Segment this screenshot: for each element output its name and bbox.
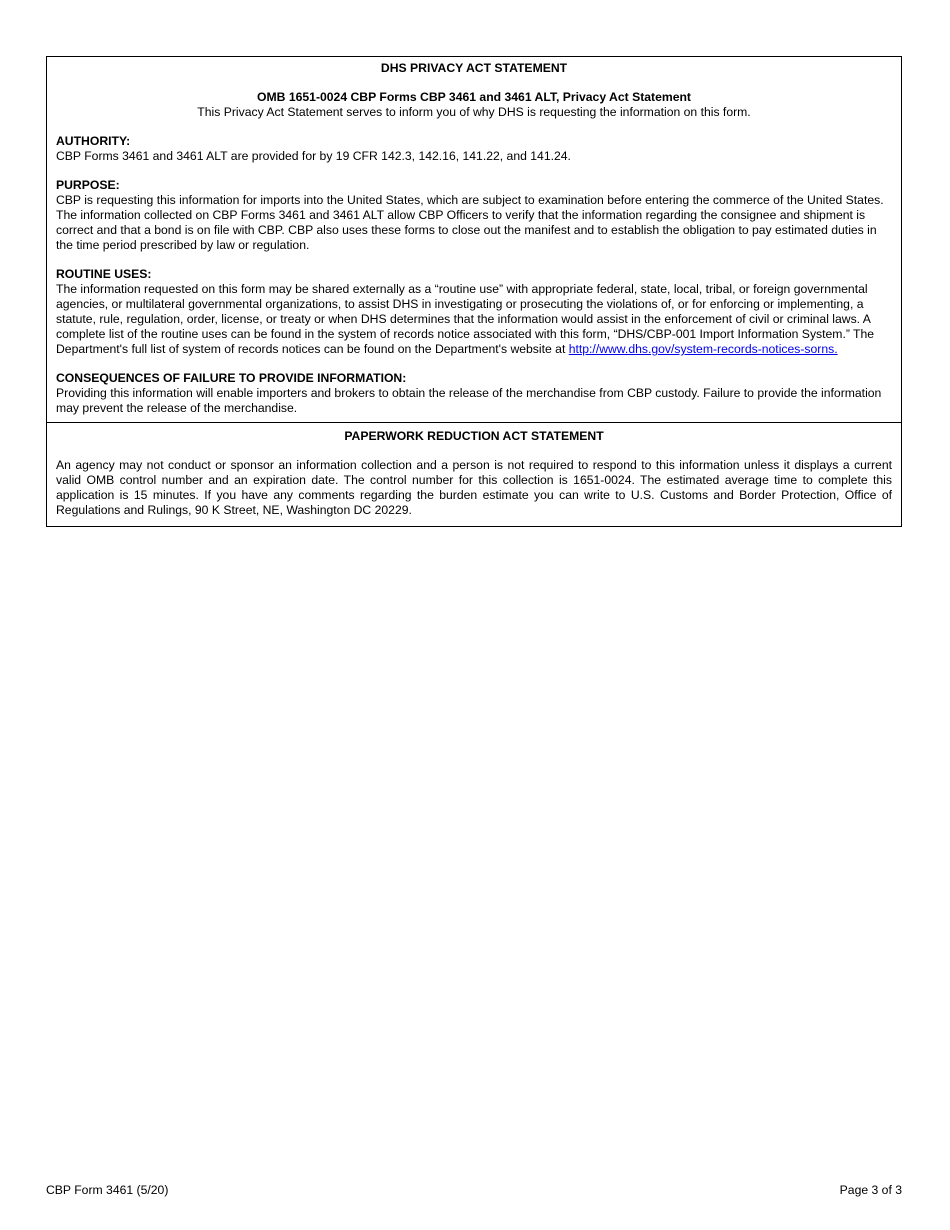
form-statement-box — [46, 56, 902, 527]
routine-uses-heading: ROUTINE USES: — [56, 267, 152, 281]
purpose-heading: PURPOSE: — [56, 178, 120, 192]
privacy-intro: This Privacy Act Statement serves to inform you of why DHS is requesting the information on this form. — [197, 105, 751, 119]
authority-heading: AUTHORITY: — [56, 134, 131, 148]
authority-text: CBP Forms 3461 and 3461 ALT are provided for by 19 CFR 142.3, 142.16, 141.22, and 141.24. — [56, 149, 571, 163]
purpose-text: CBP is requesting this information for imports into the United States, which are subject to examination before entering the commerce of the United States. The information collected on CBP Forms 3461 and 3461 ALT allow CBP Officers to verify that the information regarding the consignee and shipment is correct and that a bond is on file with CBP. CBP also uses these forms to close out the manifest and to establish the obligation to pay estimated duties in the time period prescribed by law or regulation. — [56, 193, 884, 252]
page-number-footer: Page 3 of 3 — [839, 1183, 902, 1197]
consequences-text: Providing this information will enable importers and brokers to obtain the release of the merchandise from CBP custody. Failure to provide the information may prevent the release of the merchandise. — [56, 386, 882, 415]
paperwork-text: An agency may not conduct or sponsor an information collection and a person is not required to respond to this information unless it displays a current valid OMB control number and an expiration date. The control number for this collection is 1651-0024. The estimated average time to complete this application is 15 minutes. If you have any comments regarding the burden estimate you can write to U.S. Customs and Border Protection, Office of Regulations and Rulings, 90 K Street, NE, Washington DC 20229. — [56, 458, 892, 517]
purpose-block — [56, 178, 892, 253]
routine-uses-paragraph — [56, 282, 892, 357]
authority-block — [56, 134, 892, 164]
privacy-act-title: DHS PRIVACY ACT STATEMENT — [380, 61, 568, 75]
paperwork-reduction-section — [47, 423, 901, 526]
privacy-act-section — [47, 57, 901, 422]
paperwork-title: PAPERWORK REDUCTION ACT STATEMENT — [344, 429, 604, 443]
consequences-block — [56, 371, 892, 416]
form-number-footer: CBP Form 3461 (5/20) — [46, 1183, 169, 1197]
sorns-link[interactable]: http://www.dhs.gov/system-records-notices-sorns. — [568, 342, 838, 356]
routine-uses-block — [56, 267, 892, 357]
consequences-heading: CONSEQUENCES OF FAILURE TO PROVIDE INFORMATION: — [56, 371, 407, 385]
routine-uses-text: The information requested on this form may be shared externally as a “routine use” with appropriate federal, state, local, tribal, or foreign governmental agencies, or multilateral governmental organizations, to assist DHS in investigating or prosecuting the violations of, or for enforcing or implementing, a statute, rule, regulation, order, license, or treaty or when DHS determines that the information would assist in the enforcement of civil or criminal laws. A complete list of the routine uses can be found in the system of records notice associated with this form, “DHS/CBP-001 Import Information System.” The Department's full list of system of records notices can be found on the Department's website at — [56, 282, 875, 356]
omb-title: OMB 1651-0024 CBP Forms CBP 3461 and 3461 ALT, Privacy Act Statement — [257, 90, 691, 104]
